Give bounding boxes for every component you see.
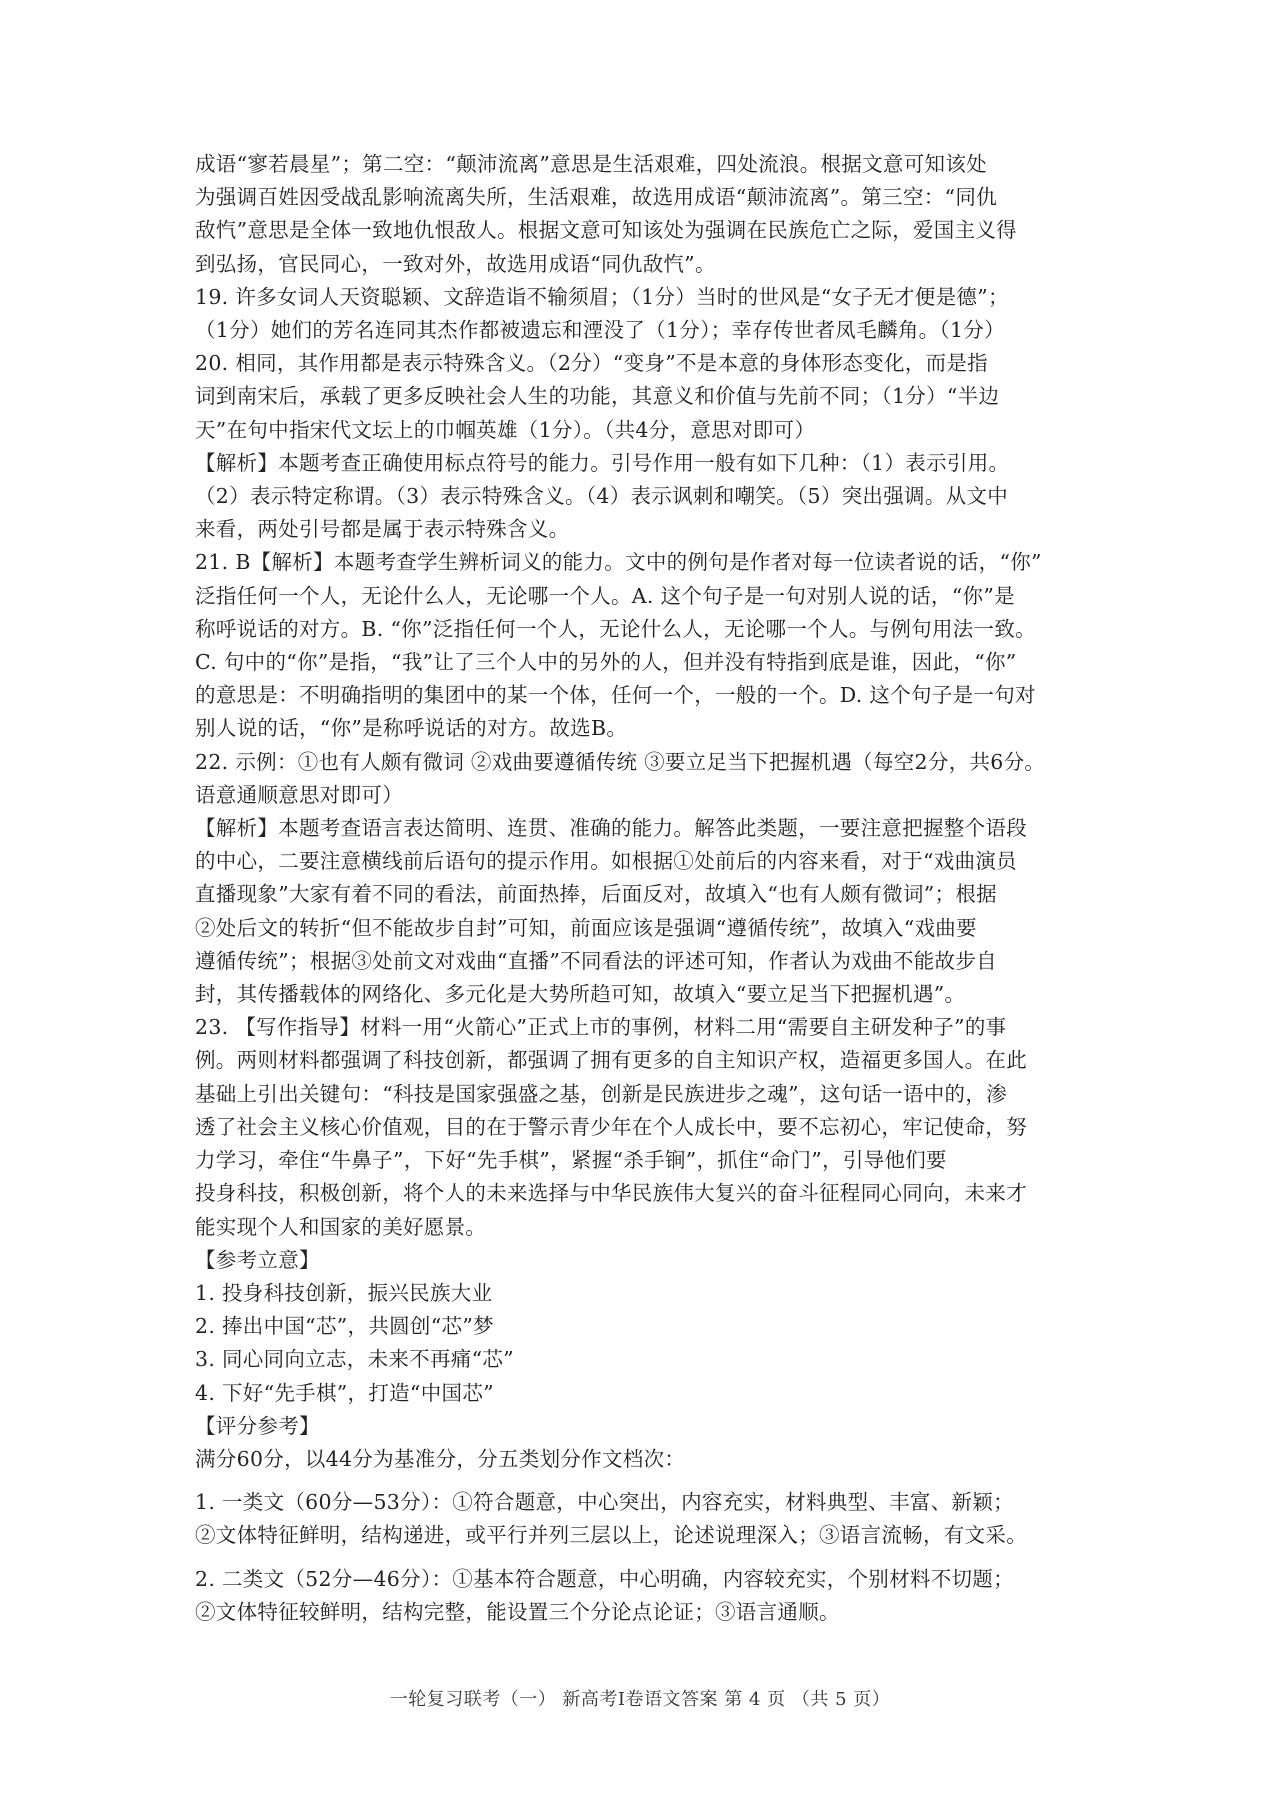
answer-text-body bbox=[195, 148, 1115, 1629]
text-line: 3. 同心同向立志，未来不再痛“芯” bbox=[195, 1347, 514, 1372]
text-line: 成语“寥若晨星”；第二空：“颠沛流离”意思是生活艰难，四处流浪。根据文意可知该处 bbox=[195, 152, 987, 176]
text-line: 21. B【解析】本题考查学生辨析词义的能力。文中的例句是作者对每一位读者说的话，“你” bbox=[195, 550, 1042, 575]
text-line: 投身科技，积极创新，将个人的未来选择与中华民族伟大复兴的奋斗征程同心同向，未来才 bbox=[195, 1181, 1027, 1206]
paragraph-gap bbox=[195, 1553, 1115, 1563]
text-line: 力学习，牵住“牛鼻子”，下好“先手棋”，紧握“杀手锏”，抓住“命门”，引导他们要 bbox=[195, 1148, 947, 1173]
text-line: ②处后文的转折“但不能故步自封”可知，前面应该是强调“遵循传统”，故填入“戏曲要 bbox=[195, 915, 977, 940]
text-line: 来看，两处引号都是属于表示特殊含义。 bbox=[195, 517, 570, 542]
text-line: 封，其传播载体的网络化、多元化是大势所趋可知，故填入“要立足当下把握机遇”。 bbox=[195, 982, 966, 1007]
text-line: 泛指任何一个人，无论什么人，无论哪一个人。A. 这个句子是一句对别人说的话，“你”是 bbox=[195, 583, 1015, 608]
page-footer: 一轮复习联考（一） 新高考Ⅰ卷语文答案 第 4 页 （共 5 页） bbox=[389, 1689, 891, 1710]
text-line: 满分60分，以44分为基准分，分五类划分作文档次： bbox=[195, 1446, 686, 1471]
text-line: （2）表示特定称谓。（3）表示特殊含义。（4）表示讽刺和嘲笑。（5）突出强调。从文中 bbox=[195, 484, 1009, 509]
text-line: 为强调百姓因受战乱影响流离失所，生活艰难，故选用成语“颠沛流离”。第三空：“同仇 bbox=[195, 185, 997, 210]
text-line: C. 句中的“你”是指，“我”让了三个人中的另外的人，但并没有特指到底是谁，因此，“你” bbox=[195, 650, 1017, 675]
text-line: 的中心，二要注意横线前后语句的提示作用。如根据①处前后的内容来看，对于“戏曲演员 bbox=[195, 849, 1017, 874]
text-line: 直播现象”大家有着不同的看法，前面热捧，后面反对，故填入“也有人颇有微词”；根据 bbox=[195, 882, 997, 907]
text-line: 词到南宋后，承载了更多反映社会人生的功能，其意义和价值与先前不同；（1分）“半边 bbox=[195, 384, 1000, 409]
text-line: 【评分参考】 bbox=[195, 1413, 320, 1438]
paragraph-gap bbox=[195, 1476, 1115, 1486]
text-line: 天”在句中指宋代文坛上的巾帼英雄（1分）。（共4分，意思对即可） bbox=[195, 417, 816, 442]
text-line: 1. 投身科技创新，振兴民族大业 bbox=[195, 1280, 493, 1305]
text-line: 4. 下好“先手棋”，打造“中国芯” bbox=[195, 1380, 494, 1405]
text-line: 到弘扬，官民同心，一致对外，故选用成语“同仇敌忾”。 bbox=[195, 251, 716, 276]
text-line: 【参考立意】 bbox=[195, 1247, 320, 1272]
text-line: 20. 相同，其作用都是表示特殊含义。（2分）“变身”不是本意的身体形态变化，而是指 bbox=[195, 351, 988, 376]
text-line: 2. 捧出中国“芯”，共圆创“芯”梦 bbox=[195, 1314, 494, 1339]
text-line: 语意通顺意思对即可） bbox=[195, 782, 403, 807]
text-line: ②文体特征鲜明，结构递进，或平行并列三层以上，论述说理深入；③语言流畅，有文采。 bbox=[195, 1523, 1027, 1548]
text-line: 例。两则材料都强调了科技创新，都强调了拥有更多的自主知识产权，造福更多国人。在此 bbox=[195, 1048, 1027, 1073]
text-line: 2. 二类文（52分—46分）：①基本符合题意，中心明确，内容较充实，个别材料不切题； bbox=[195, 1566, 1014, 1591]
text-line: 19. 许多女词人天资聪颖、文辞造诣不输须眉；（1分）当时的世风是“女子无才便是德”； bbox=[195, 284, 1009, 309]
text-line: 能实现个人和国家的美好愿景。 bbox=[195, 1214, 487, 1239]
text-line: 遵循传统”；根据③处前文对戏曲“直播”不同看法的评述可知，作者认为戏曲不能故步自 bbox=[195, 948, 997, 973]
text-line: 【解析】本题考查语言表达简明、连贯、准确的能力。解答此类题，一要注意把握整个语段 bbox=[195, 816, 1027, 841]
text-line: 敌忾”意思是全体一致地仇恨敌人。根据文意可知该处为强调在民族危亡之际，爱国主义得 bbox=[195, 218, 1017, 243]
text-line: 22. 示例：①也有人颇有微词 ②戏曲要遵循传统 ③要立足当下把握机遇（每空2分，共6分。 bbox=[195, 749, 1046, 774]
text-line: 基础上引出关键句：“科技是国家强盛之基，创新是民族进步之魂”，这句话一语中的，渗 bbox=[195, 1081, 1007, 1106]
text-line: ②文体特征较鲜明，结构完整，能设置三个分论点论证；③语言通顺。 bbox=[195, 1599, 840, 1624]
text-line: 称呼说话的对方。B. “你”泛指任何一个人，无论什么人，无论哪一个人。与例句用法一致。 bbox=[195, 616, 1036, 641]
text-line: 1. 一类文（60分—53分）：①符合题意，中心突出，内容充实，材料典型、丰富、新颖； bbox=[195, 1490, 1014, 1515]
text-line: 【解析】本题考查正确使用标点符号的能力。引号作用一般有如下几种：（1）表示引用。 bbox=[195, 450, 1010, 475]
text-line: （1分）她们的芳名连同其杰作都被遗忘和湮没了（1分）；幸存传世者凤毛麟角。（1分） bbox=[195, 318, 1005, 343]
text-line: 透了社会主义核心价值观，目的在于警示青少年在个人成长中，要不忘初心，牢记使命，努 bbox=[195, 1114, 1027, 1139]
text-line: 23. 【写作指导】材料一用“火箭心”正式上市的事例，材料二用“需要自主研发种子”的事 bbox=[195, 1015, 1007, 1040]
text-line: 别人说的话，“你”是称呼说话的对方。故选B。 bbox=[195, 716, 628, 741]
text-line: 的意思是：不明确指明的集团中的某一个体，任何一个，一般的一个。D. 这个句子是一句对 bbox=[195, 683, 1036, 708]
